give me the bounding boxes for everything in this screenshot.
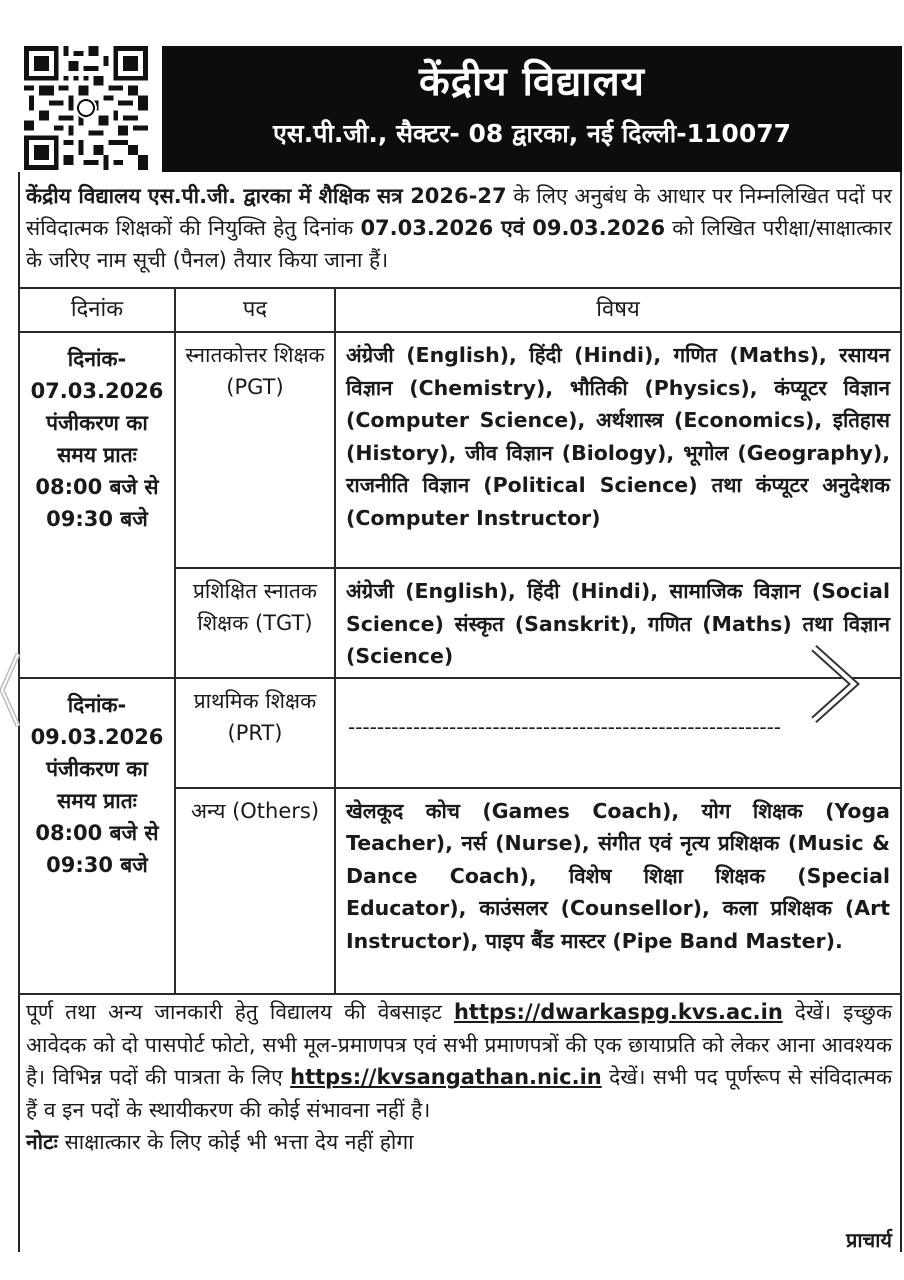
- date-cell-group1: दिनांक- 07.03.2026 पंजीकरण का समय प्रातः 08:00 बजे से 09:30 बजे: [19, 332, 175, 678]
- subject-cell: अंग्रेजी (English), हिंदी (Hindi), सामाजिक विज्ञान (Social Science) संस्कृत (Sanskrit), गणित (Maths) तथा विज्ञान (Science): [335, 568, 901, 678]
- intro-dates: 07.03.2026 एवं 09.03.2026: [360, 216, 666, 240]
- post-cell: प्राथमिक शिक्षक (PRT): [175, 678, 335, 788]
- intro-school-session: केंद्रीय विद्यालय एस.पी.जी. द्वारका में शैक्षिक सत्र 2026-27: [26, 184, 507, 208]
- post-cell: प्रशिक्षित स्नातक शिक्षक (TGT): [175, 568, 335, 678]
- post-cell: स्नातकोत्तर शिक्षक (PGT): [175, 332, 335, 568]
- intro-text: के लिए अनुबंध के आधार पर निम्नलिखित पदों पर संविदात्मक शिक्षकों की नियुक्ति हेतु दिनांक: [26, 184, 892, 240]
- chevron-left-icon[interactable]: [0, 650, 22, 730]
- note-text: साक्षात्कार के लिए कोई भी भत्ता देय नहीं होगा: [57, 1130, 414, 1154]
- table-row: [19, 332, 901, 568]
- table-row: [19, 678, 901, 788]
- footer-paragraph: [26, 996, 892, 1159]
- table-header-row: [19, 288, 901, 332]
- website-link[interactable]: https://dwarkaspg.kvs.ac.in: [453, 1000, 783, 1024]
- post-cell: अन्य (Others): [175, 788, 335, 994]
- footer-text: पूर्ण तथा अन्य जानकारी हेतु विद्यालय की वेबसाइट: [26, 1000, 454, 1024]
- subject-cell: खेलकूद कोच (Games Coach), योग शिक्षक (Yoga Teacher), नर्स (Nurse), संगीत एवं नृत्य प्रशिक्षक (Music & Dance Coach), विशेष शिक्षा शिक्षक (Special Educator), काउंसलर (Counsellor), कला प्रशिक्षक (Art Instructor), पाइप बैंड मास्टर (Pipe Band Master).: [335, 788, 901, 994]
- principal-signature: प्राचार्य: [845, 1228, 892, 1252]
- chevron-right-icon[interactable]: [808, 644, 860, 724]
- intro-text-end: को लिखित परीक्षा/साक्षात्कार के जरिए नाम सूची (पैनल) तैयार किया जाना हैं।: [26, 216, 892, 272]
- note-label: नोटः: [26, 1130, 58, 1154]
- note-line: [26, 1126, 892, 1159]
- header-subject: विषय: [335, 288, 901, 332]
- school-name: केंद्रीय विद्यालय: [419, 59, 645, 105]
- header-date: दिनांक: [19, 288, 175, 332]
- kvs-link[interactable]: https://kvsangathan.nic.in: [290, 1065, 602, 1089]
- subject-cell-empty: ------------------------------------------------------------: [335, 678, 901, 788]
- school-address: एस.पी.जी., सैक्टर- 08 द्वारका, नई दिल्ली-110077: [272, 119, 792, 148]
- subject-cell: अंग्रेजी (English), हिंदी (Hindi), गणित (Maths), रसायन विज्ञान (Chemistry), भौतिकी (Physics), कंप्यूटर विज्ञान (Computer Science), अर्थशास्त्र (Economics), इतिहास (History), जीव विज्ञान (Biology), भूगोल (Geography), राजनीति विज्ञान (Political Science) तथा कंप्यूटर अनुदेशक (Computer Instructor): [335, 332, 901, 568]
- footer-text: देखें। इच्छुक आवेदक को दो पासपोर्ट फोटो, सभी मूल-प्रमाणपत्र एवं सभी प्रमाणपत्रों की एक छायाप्रति को लेकर आना आवश्यक है। विभिन्न पदों की पात्रता के लिए: [26, 1000, 892, 1089]
- qr-code-icon: [24, 46, 148, 170]
- vacancy-table: [18, 287, 902, 995]
- intro-paragraph: [26, 180, 892, 276]
- header-banner: [162, 46, 902, 172]
- header-post: पद: [175, 288, 335, 332]
- footer-text: देखें। सभी पद पूर्णरूप से संविदात्मक हैं व इन पदों के स्थायीकरण की कोई संभावना नहीं है।: [26, 1065, 892, 1122]
- date-cell-group2: दिनांक- 09.03.2026 पंजीकरण का समय प्रातः 08:00 बजे से 09:30 बजे: [19, 678, 175, 994]
